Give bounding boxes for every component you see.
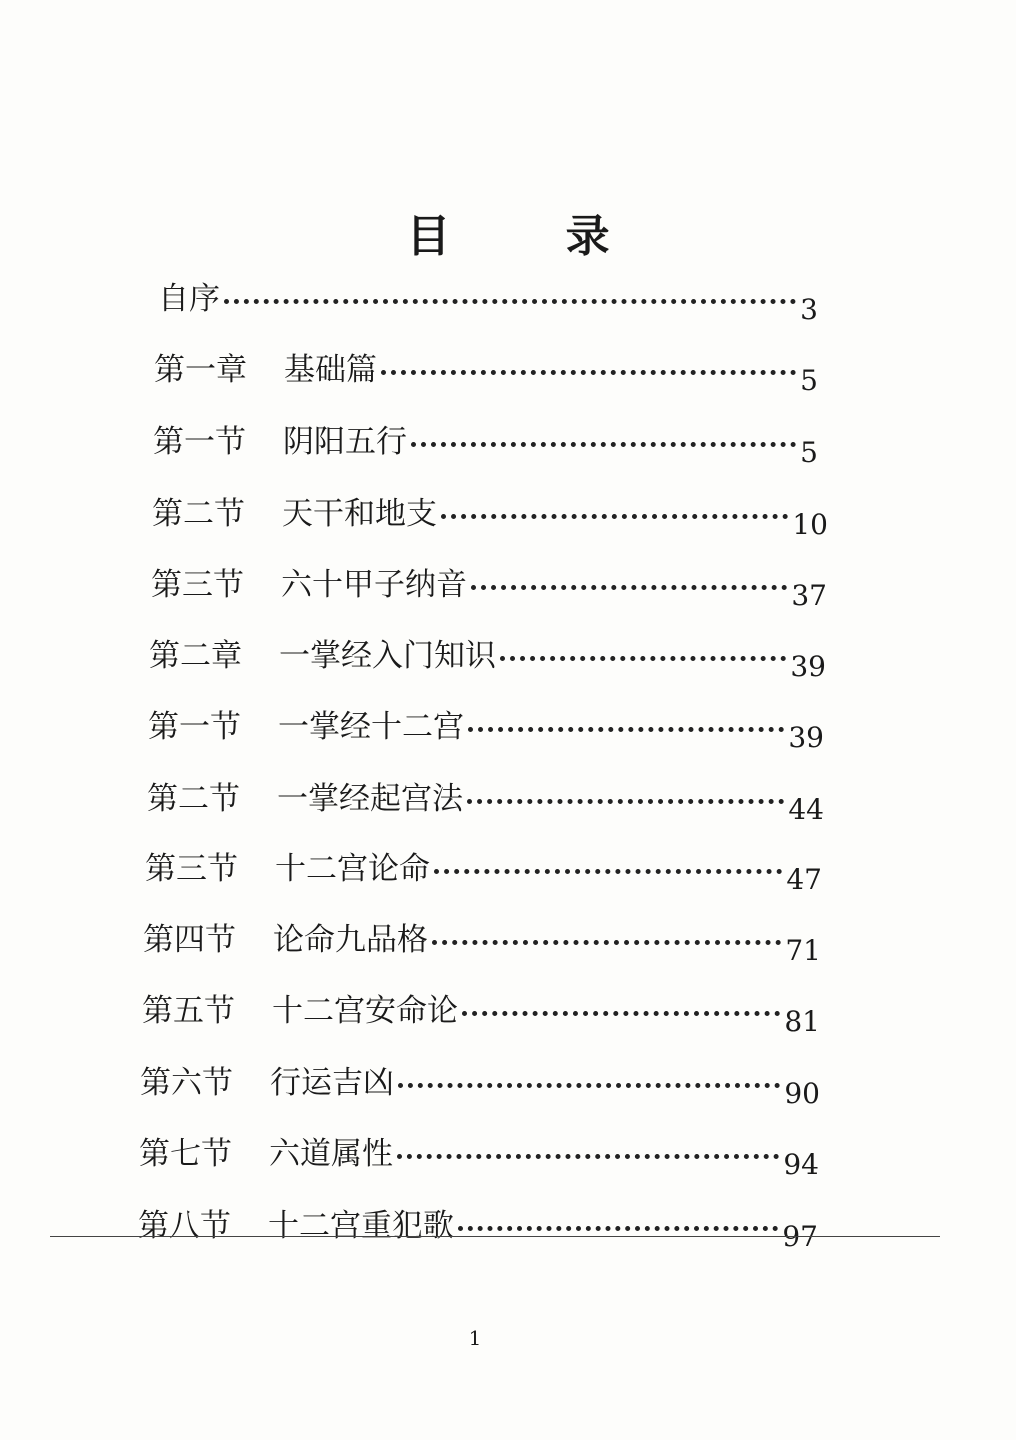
toc-leader-dots [467,799,784,804]
toc-entry-label: 第四节 [143,922,236,958]
toc-entry-title: 天干和地支 [282,496,437,532]
toc-entry-page: 5 [800,364,818,397]
toc-entry-title: 十二宫重犯歌 [268,1208,454,1244]
toc-leader-dots [411,442,796,447]
toc-entry-title: 十二宫安命论 [272,993,458,1029]
toc-entry-label: 第八节 [138,1208,231,1244]
toc-entry-label: 第二章 [149,638,242,674]
toc-entry [154,341,818,397]
toc-entry-title: 论命九品格 [273,922,428,958]
toc-entry-page: 81 [784,1005,820,1038]
toc-leader-dots [468,727,784,732]
toc-entry-title: 一掌经十二宫 [278,709,464,745]
toc-leader-dots [434,869,782,874]
toc-entry-page: 37 [791,579,827,612]
toc-leader-dots [381,370,796,375]
toc-entry [152,485,828,541]
toc-entry [142,982,820,1038]
page-number: 1 [468,1326,482,1350]
toc-leader-dots [500,656,786,661]
toc-leader-dots [397,1154,779,1159]
toc-entry-label: 第七节 [139,1136,232,1172]
toc-entry-page: 39 [790,650,826,683]
toc-entry-page: 71 [785,934,821,967]
toc-entry [139,1125,819,1181]
toc-entry-title: 十二宫论命 [275,851,430,887]
toc-entry-page: 3 [800,293,818,326]
toc-entry-label: 第一节 [148,709,241,745]
toc-leader-dots [462,1011,780,1016]
toc-entry-label: 第三节 [145,851,238,887]
toc-entry [145,840,822,896]
toc-entry [138,1197,818,1253]
toc-entry-label: 第一章 [154,352,247,388]
toc-entry-label: 自序 [158,281,220,317]
toc-entry [143,911,821,967]
toc-entry [149,627,826,683]
toc-entry-title: 阴阳五行 [283,424,407,460]
toc-entry-title: 行运吉凶 [270,1065,394,1101]
horizontal-rule [50,1236,940,1237]
toc-entry-title: 一掌经入门知识 [279,638,496,674]
toc-entry-page: 10 [792,508,828,541]
toc-entry [147,770,824,826]
toc-entry-page: 90 [784,1077,820,1110]
toc-entry-label: 第二节 [152,496,245,532]
toc-entry-label: 第一节 [153,424,246,460]
toc-entry-label: 第六节 [140,1065,233,1101]
toc-leader-dots [224,299,796,304]
toc-entry-title: 一掌经起宫法 [277,781,463,817]
toc-leader-dots [458,1226,778,1231]
toc-entry-page: 5 [800,436,818,469]
toc-entry [153,413,818,469]
toc-leader-dots [432,940,781,945]
toc-entry [151,556,827,612]
toc-entry-title: 六十甲子纳音 [281,567,467,603]
page-title: 目 录 [406,211,660,262]
toc-leader-dots [441,514,788,519]
toc-entry-label: 第三节 [151,567,244,603]
toc-entry-page: 94 [783,1148,819,1181]
toc-entry [140,1054,820,1110]
toc-entry [148,698,824,754]
toc-entry-page: 44 [788,793,824,826]
toc-entry-label: 第二节 [147,781,240,817]
toc-entry-page: 39 [788,721,824,754]
toc-entry-title: 基础篇 [284,352,377,388]
toc-entry-page: 47 [786,863,822,896]
toc-entry-label: 第五节 [142,993,235,1029]
toc-leader-dots [471,585,787,590]
toc-leader-dots [398,1083,780,1088]
toc-entry [158,270,818,326]
toc-entry-title: 六道属性 [269,1136,393,1172]
toc-entry-page: 97 [782,1220,818,1253]
